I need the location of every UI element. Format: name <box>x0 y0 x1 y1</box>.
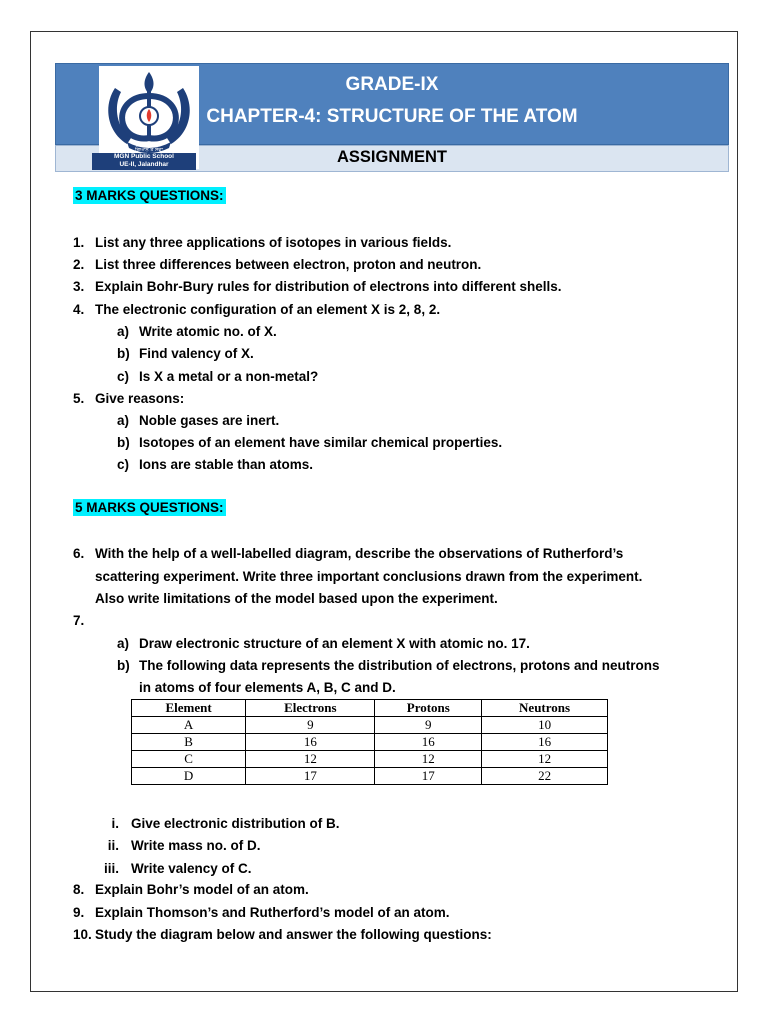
table-cell: D <box>132 768 246 785</box>
table-cell: 16 <box>246 734 375 751</box>
question-1: 1. List any three applications of isotopes in various fields. <box>73 235 452 250</box>
table-cell: 9 <box>375 717 482 734</box>
question-7a: a) Draw electronic structure of an element X with atomic no. 17. <box>117 636 530 651</box>
table-cell: 9 <box>246 717 375 734</box>
table-cell: 12 <box>482 751 608 768</box>
question-7-i: i. Give electronic distribution of B. <box>111 816 340 831</box>
question-4a: a) Write atomic no. of X. <box>117 324 277 339</box>
grade-title: GRADE-IX <box>345 74 439 95</box>
element-data-table <box>131 699 608 785</box>
table-cell: C <box>132 751 246 768</box>
table-cell: B <box>132 734 246 751</box>
question-7-iii: iii. Write valency of C. <box>103 861 252 876</box>
question-4: 4. The electronic configuration of an element X is 2, 8, 2. <box>73 302 441 317</box>
chapter-title: CHAPTER-4: STRUCTURE OF THE ATOM <box>206 106 578 127</box>
table-cell: A <box>132 717 246 734</box>
table-row <box>132 768 608 785</box>
question-7b: b) The following data represents the distribution of electrons, protons and neutrons <box>117 658 660 673</box>
table-cell: 17 <box>375 768 482 785</box>
question-10: 10. Study the diagram below and answer the following questions: <box>73 927 492 942</box>
question-5: 5. Give reasons: <box>73 391 185 406</box>
table-cell: 22 <box>482 768 608 785</box>
question-7: 7. <box>73 613 85 628</box>
table-row <box>132 734 608 751</box>
table-row <box>132 717 608 734</box>
question-2: 2. List three differences between electron, proton and neutron. <box>73 257 482 272</box>
question-5a: a) Noble gases are inert. <box>117 413 280 428</box>
question-6-line3: Also write limitations of the model based upon the experiment. <box>95 591 498 606</box>
question-4c: c) Is X a metal or a non-metal? <box>117 369 319 384</box>
question-7-ii: ii. Write mass no. of D. <box>107 838 261 853</box>
question-3: 3. Explain Bohr-Bury rules for distribution of electrons into different shells. <box>73 279 562 294</box>
logo-motto: ਗਿਆਨ ਤੇ ਸੇਵਾ <box>135 147 163 153</box>
table-row <box>132 751 608 768</box>
table-cell: 16 <box>375 734 482 751</box>
table-cell: 17 <box>246 768 375 785</box>
table-header-cell: Protons <box>375 700 482 717</box>
question-9: 9. Explain Thomson’s and Rutherford’s model of an atom. <box>73 905 450 920</box>
question-8: 8. Explain Bohr’s model of an atom. <box>73 882 309 897</box>
table-header-cell: Electrons <box>246 700 375 717</box>
question-5c: c) Ions are stable than atoms. <box>117 457 314 472</box>
table-header-cell: Neutrons <box>482 700 608 717</box>
table-cell: 10 <box>482 717 608 734</box>
table-cell: 12 <box>375 751 482 768</box>
table-header-cell: Element <box>132 700 246 717</box>
question-5b: b) Isotopes of an element have similar chemical properties. <box>117 435 503 450</box>
table-header-row <box>132 700 608 717</box>
three-marks-heading: 3 MARKS QUESTIONS: <box>75 188 224 203</box>
question-7b-line2: in atoms of four elements A, B, C and D. <box>139 680 396 695</box>
school-name-line2: UE-II, Jalandhar <box>119 161 169 168</box>
table-cell: 16 <box>482 734 608 751</box>
assignment-header <box>55 63 729 172</box>
school-name-line1: MGN Public School <box>114 153 174 160</box>
question-4b: b) Find valency of X. <box>117 346 254 361</box>
five-marks-heading: 5 MARKS QUESTIONS: <box>75 500 224 515</box>
table-cell: 12 <box>246 751 375 768</box>
assignment-title: ASSIGNMENT <box>336 148 447 166</box>
question-6: 6. With the help of a well-labelled diagram, describe the observations of Rutherford’s <box>73 546 624 561</box>
question-6-line2: scattering experiment. Write three important conclusions drawn from the experiment. <box>95 569 643 584</box>
